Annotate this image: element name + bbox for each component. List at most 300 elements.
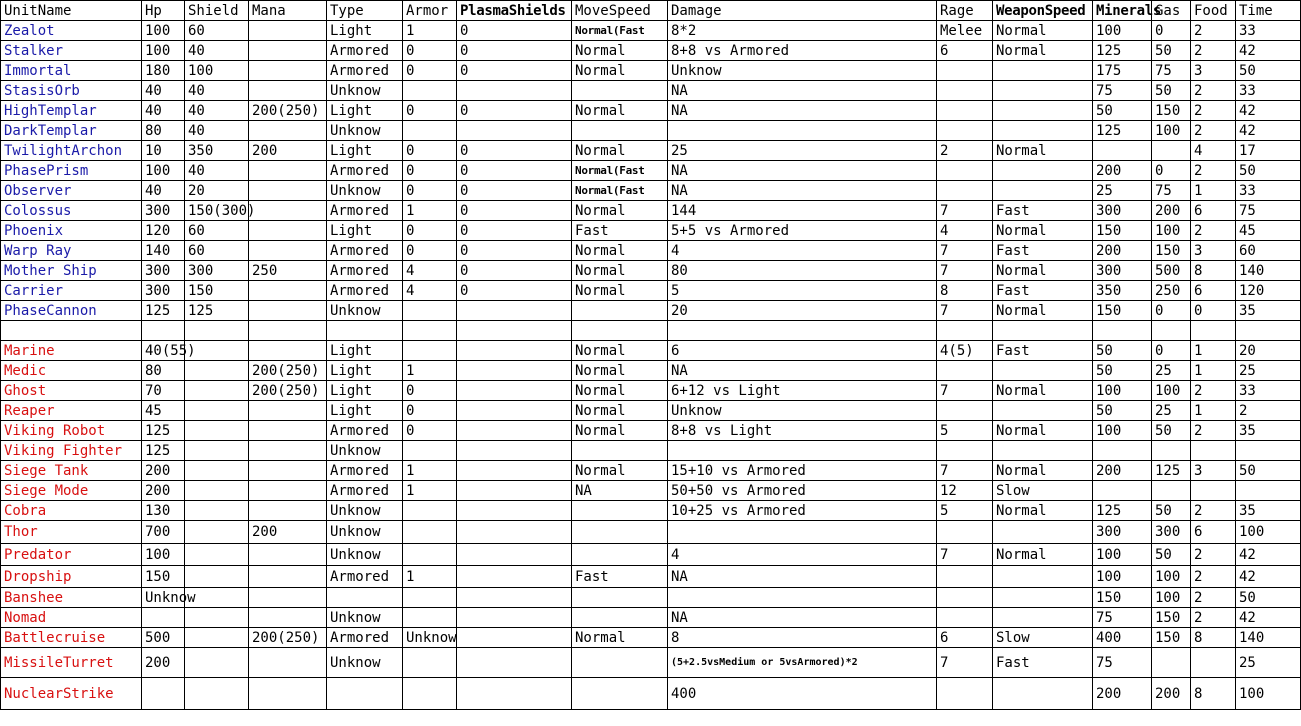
- cell-range[interactable]: 8: [937, 281, 993, 301]
- cell-minerals[interactable]: 150: [1093, 588, 1152, 608]
- cell-mana[interactable]: [249, 441, 327, 461]
- cell-range[interactable]: 12: [937, 481, 993, 501]
- header-cell-range[interactable]: Rage: [937, 1, 993, 21]
- cell-food[interactable]: 8: [1191, 261, 1236, 281]
- cell-weapon-speed[interactable]: Fast: [993, 341, 1093, 361]
- cell-move-speed[interactable]: Normal: [572, 141, 668, 161]
- cell-hp[interactable]: Unknow: [142, 588, 185, 608]
- cell-damage[interactable]: 8: [668, 628, 937, 648]
- cell-armor[interactable]: [403, 648, 457, 678]
- cell-gas[interactable]: 0: [1152, 341, 1191, 361]
- cell-time[interactable]: 42: [1236, 101, 1301, 121]
- cell-gas[interactable]: 50: [1152, 41, 1191, 61]
- cell-food[interactable]: 1: [1191, 181, 1236, 201]
- cell-food[interactable]: [1191, 441, 1236, 461]
- cell-shield[interactable]: 300: [185, 261, 249, 281]
- cell-shield[interactable]: 350: [185, 141, 249, 161]
- cell-hp[interactable]: 100: [142, 41, 185, 61]
- cell-type[interactable]: Unknow: [327, 608, 403, 628]
- cell-weapon-speed[interactable]: [993, 441, 1093, 461]
- cell-mana[interactable]: [249, 281, 327, 301]
- cell-food[interactable]: 2: [1191, 588, 1236, 608]
- cell-weapon-speed[interactable]: Normal: [993, 261, 1093, 281]
- cell-damage[interactable]: 144: [668, 201, 937, 221]
- cell-gas[interactable]: [1152, 481, 1191, 501]
- cell-plasma-shields[interactable]: 0: [457, 181, 572, 201]
- cell-range[interactable]: [937, 588, 993, 608]
- cell-plasma-shields[interactable]: 0: [457, 41, 572, 61]
- cell-move-speed[interactable]: [572, 441, 668, 461]
- cell-gas[interactable]: 50: [1152, 501, 1191, 521]
- cell-gas[interactable]: 250: [1152, 281, 1191, 301]
- cell-weapon-speed[interactable]: [993, 101, 1093, 121]
- cell-mana[interactable]: [249, 341, 327, 361]
- cell-type[interactable]: Unknow: [327, 501, 403, 521]
- cell-food[interactable]: 8: [1191, 628, 1236, 648]
- cell-hp[interactable]: 40: [142, 181, 185, 201]
- cell-unit-name[interactable]: Siege Mode: [1, 481, 142, 501]
- cell-gas[interactable]: [1152, 648, 1191, 678]
- header-cell-minerals[interactable]: Minerals: [1093, 1, 1152, 21]
- cell-unit-name[interactable]: Immortal: [1, 61, 142, 81]
- cell-shield[interactable]: [185, 501, 249, 521]
- cell-plasma-shields[interactable]: [457, 521, 572, 544]
- cell-gas[interactable]: 300: [1152, 521, 1191, 544]
- cell-move-speed[interactable]: Normal(Fast: [572, 21, 668, 41]
- cell-shield[interactable]: 125: [185, 301, 249, 321]
- cell-type[interactable]: Armored: [327, 628, 403, 648]
- cell-type[interactable]: Light: [327, 341, 403, 361]
- cell-type[interactable]: Light: [327, 221, 403, 241]
- cell-food[interactable]: 3: [1191, 61, 1236, 81]
- cell-unit-name[interactable]: PhaseCannon: [1, 301, 142, 321]
- cell-shield[interactable]: [185, 461, 249, 481]
- cell-gas[interactable]: [1152, 441, 1191, 461]
- cell-time[interactable]: 25: [1236, 648, 1301, 678]
- cell-time[interactable]: 35: [1236, 501, 1301, 521]
- cell-time[interactable]: [1236, 441, 1301, 461]
- cell-damage[interactable]: 6: [668, 341, 937, 361]
- cell-plasma-shields[interactable]: [457, 81, 572, 101]
- cell-time[interactable]: 33: [1236, 81, 1301, 101]
- cell-plasma-shields[interactable]: [457, 421, 572, 441]
- cell-minerals[interactable]: 25: [1093, 181, 1152, 201]
- cell-move-speed[interactable]: [572, 648, 668, 678]
- cell-armor[interactable]: [403, 301, 457, 321]
- cell-range[interactable]: [937, 441, 993, 461]
- cell-move-speed[interactable]: Normal: [572, 361, 668, 381]
- cell-minerals[interactable]: 50: [1093, 361, 1152, 381]
- cell-armor[interactable]: 0: [403, 141, 457, 161]
- cell-range[interactable]: [937, 181, 993, 201]
- cell-unit-name[interactable]: TwilightArchon: [1, 141, 142, 161]
- cell-food[interactable]: 6: [1191, 201, 1236, 221]
- cell-shield[interactable]: [185, 401, 249, 421]
- cell-range[interactable]: 7: [937, 301, 993, 321]
- cell-shield[interactable]: 60: [185, 241, 249, 261]
- cell-armor[interactable]: 4: [403, 281, 457, 301]
- cell-minerals[interactable]: 75: [1093, 81, 1152, 101]
- cell-armor[interactable]: [403, 81, 457, 101]
- cell-food[interactable]: 2: [1191, 421, 1236, 441]
- cell-hp[interactable]: 45: [142, 401, 185, 421]
- cell-weapon-speed[interactable]: Normal: [993, 221, 1093, 241]
- cell-hp[interactable]: 100: [142, 161, 185, 181]
- cell-time[interactable]: 140: [1236, 628, 1301, 648]
- cell-weapon-speed[interactable]: Fast: [993, 201, 1093, 221]
- cell-armor[interactable]: 1: [403, 201, 457, 221]
- cell-time[interactable]: 35: [1236, 421, 1301, 441]
- cell-move-speed[interactable]: Normal: [572, 201, 668, 221]
- cell-minerals[interactable]: 75: [1093, 608, 1152, 628]
- cell-time[interactable]: 42: [1236, 544, 1301, 566]
- cell-plasma-shields[interactable]: [457, 678, 572, 710]
- header-cell-unit-name[interactable]: UnitName: [1, 1, 142, 21]
- cell-weapon-speed[interactable]: Slow: [993, 628, 1093, 648]
- cell-mana[interactable]: [249, 301, 327, 321]
- cell-shield[interactable]: 40: [185, 121, 249, 141]
- cell-range[interactable]: 6: [937, 41, 993, 61]
- cell-damage[interactable]: NA: [668, 361, 937, 381]
- cell-plasma-shields[interactable]: [457, 566, 572, 588]
- cell-minerals[interactable]: 100: [1093, 544, 1152, 566]
- cell-gas[interactable]: [1152, 141, 1191, 161]
- cell-move-speed[interactable]: Normal: [572, 61, 668, 81]
- cell-armor[interactable]: 0: [403, 101, 457, 121]
- cell-food[interactable]: 2: [1191, 121, 1236, 141]
- cell-food[interactable]: 2: [1191, 608, 1236, 628]
- cell-mana[interactable]: [249, 121, 327, 141]
- cell-type[interactable]: Armored: [327, 281, 403, 301]
- cell-armor[interactable]: 0: [403, 241, 457, 261]
- cell-mana[interactable]: [249, 421, 327, 441]
- cell-weapon-speed[interactable]: Fast: [993, 648, 1093, 678]
- cell-weapon-speed[interactable]: [993, 121, 1093, 141]
- cell-plasma-shields[interactable]: 0: [457, 101, 572, 121]
- cell-time[interactable]: 60: [1236, 241, 1301, 261]
- cell-minerals[interactable]: 50: [1093, 401, 1152, 421]
- cell-type[interactable]: Unknow: [327, 648, 403, 678]
- cell-gas[interactable]: 0: [1152, 161, 1191, 181]
- cell-move-speed[interactable]: [572, 81, 668, 101]
- cell-food[interactable]: 2: [1191, 81, 1236, 101]
- cell-plasma-shields[interactable]: 0: [457, 21, 572, 41]
- cell-food[interactable]: 0: [1191, 301, 1236, 321]
- cell-range[interactable]: [937, 61, 993, 81]
- cell-unit-name[interactable]: DarkTemplar: [1, 121, 142, 141]
- cell-mana[interactable]: [249, 501, 327, 521]
- cell-unit-name[interactable]: StasisOrb: [1, 81, 142, 101]
- cell-shield[interactable]: 40: [185, 101, 249, 121]
- cell-plasma-shields[interactable]: [457, 361, 572, 381]
- cell-move-speed[interactable]: [572, 121, 668, 141]
- cell-armor[interactable]: [403, 341, 457, 361]
- cell-hp[interactable]: 40: [142, 101, 185, 121]
- cell-minerals[interactable]: 100: [1093, 566, 1152, 588]
- cell-food[interactable]: [1191, 648, 1236, 678]
- cell-range[interactable]: 4(5): [937, 341, 993, 361]
- cell-mana[interactable]: [249, 41, 327, 61]
- cell-unit-name[interactable]: Observer: [1, 181, 142, 201]
- cell-minerals[interactable]: 125: [1093, 41, 1152, 61]
- cell-food[interactable]: 3: [1191, 241, 1236, 261]
- cell-time[interactable]: 50: [1236, 161, 1301, 181]
- header-cell-hp[interactable]: Hp: [142, 1, 185, 21]
- cell-shield[interactable]: [185, 678, 249, 710]
- cell-unit-name[interactable]: Siege Tank: [1, 461, 142, 481]
- cell-minerals[interactable]: [1093, 481, 1152, 501]
- cell-unit-name[interactable]: Warp Ray: [1, 241, 142, 261]
- cell-range[interactable]: 7: [937, 381, 993, 401]
- cell-shield[interactable]: [185, 381, 249, 401]
- cell-minerals[interactable]: 150: [1093, 301, 1152, 321]
- cell-food[interactable]: 8: [1191, 678, 1236, 710]
- cell-armor[interactable]: [403, 588, 457, 608]
- cell-type[interactable]: Unknow: [327, 441, 403, 461]
- cell-type[interactable]: Armored: [327, 241, 403, 261]
- cell-unit-name[interactable]: Dropship: [1, 566, 142, 588]
- cell-unit-name[interactable]: Viking Fighter: [1, 441, 142, 461]
- cell-gas[interactable]: 200: [1152, 678, 1191, 710]
- cell-mana[interactable]: [249, 566, 327, 588]
- cell-damage[interactable]: 6+12 vs Light: [668, 381, 937, 401]
- cell-move-speed[interactable]: Normal: [572, 421, 668, 441]
- cell-weapon-speed[interactable]: Fast: [993, 281, 1093, 301]
- cell-unit-name[interactable]: NuclearStrike: [1, 678, 142, 710]
- cell-gas[interactable]: 100: [1152, 381, 1191, 401]
- cell-plasma-shields[interactable]: 0: [457, 221, 572, 241]
- cell-time[interactable]: 33: [1236, 181, 1301, 201]
- cell-damage[interactable]: [668, 521, 937, 544]
- cell-shield[interactable]: [185, 608, 249, 628]
- cell-range[interactable]: 2: [937, 141, 993, 161]
- cell-minerals[interactable]: 50: [1093, 341, 1152, 361]
- cell-mana[interactable]: [249, 201, 327, 221]
- cell-minerals[interactable]: 300: [1093, 201, 1152, 221]
- cell-time[interactable]: [1236, 481, 1301, 501]
- cell-mana[interactable]: [249, 608, 327, 628]
- header-cell-time[interactable]: Time: [1236, 1, 1301, 21]
- cell-damage[interactable]: 20: [668, 301, 937, 321]
- cell-time[interactable]: 140: [1236, 261, 1301, 281]
- cell-minerals[interactable]: 75: [1093, 648, 1152, 678]
- cell-move-speed[interactable]: Normal(Fast: [572, 181, 668, 201]
- cell-range[interactable]: 5: [937, 501, 993, 521]
- cell-mana[interactable]: [249, 241, 327, 261]
- cell-weapon-speed[interactable]: Normal: [993, 301, 1093, 321]
- cell-gas[interactable]: [1152, 321, 1191, 341]
- cell-unit-name[interactable]: Battlecruise: [1, 628, 142, 648]
- cell-unit-name[interactable]: Mother Ship: [1, 261, 142, 281]
- cell-range[interactable]: [937, 161, 993, 181]
- cell-shield[interactable]: 20: [185, 181, 249, 201]
- cell-shield[interactable]: [185, 321, 249, 341]
- cell-range[interactable]: 4: [937, 221, 993, 241]
- cell-damage[interactable]: NA: [668, 161, 937, 181]
- cell-damage[interactable]: 10+25 vs Armored: [668, 501, 937, 521]
- cell-hp[interactable]: [142, 678, 185, 710]
- cell-damage[interactable]: 80: [668, 261, 937, 281]
- cell-type[interactable]: Armored: [327, 566, 403, 588]
- cell-type[interactable]: Light: [327, 401, 403, 421]
- cell-weapon-speed[interactable]: [993, 81, 1093, 101]
- cell-mana[interactable]: [249, 588, 327, 608]
- cell-time[interactable]: 25: [1236, 361, 1301, 381]
- cell-plasma-shields[interactable]: [457, 381, 572, 401]
- cell-armor[interactable]: Unknow: [403, 628, 457, 648]
- cell-plasma-shields[interactable]: [457, 628, 572, 648]
- cell-unit-name[interactable]: [1, 321, 142, 341]
- cell-damage[interactable]: 5: [668, 281, 937, 301]
- cell-type[interactable]: Light: [327, 381, 403, 401]
- header-cell-armor[interactable]: Armor: [403, 1, 457, 21]
- cell-type[interactable]: Armored: [327, 201, 403, 221]
- cell-minerals[interactable]: 150: [1093, 221, 1152, 241]
- header-cell-mana[interactable]: Mana: [249, 1, 327, 21]
- cell-move-speed[interactable]: [572, 544, 668, 566]
- cell-weapon-speed[interactable]: [993, 321, 1093, 341]
- cell-plasma-shields[interactable]: 0: [457, 161, 572, 181]
- cell-shield[interactable]: [185, 628, 249, 648]
- cell-type[interactable]: Unknow: [327, 181, 403, 201]
- cell-unit-name[interactable]: Banshee: [1, 588, 142, 608]
- cell-food[interactable]: [1191, 321, 1236, 341]
- header-cell-plasma-shields[interactable]: PlasmaShields: [457, 1, 572, 21]
- cell-move-speed[interactable]: Normal: [572, 341, 668, 361]
- cell-armor[interactable]: 1: [403, 481, 457, 501]
- cell-armor[interactable]: [403, 521, 457, 544]
- header-cell-damage[interactable]: Damage: [668, 1, 937, 21]
- cell-shield[interactable]: 150: [185, 281, 249, 301]
- cell-hp[interactable]: [142, 321, 185, 341]
- cell-damage[interactable]: NA: [668, 608, 937, 628]
- cell-minerals[interactable]: 175: [1093, 61, 1152, 81]
- cell-hp[interactable]: 125: [142, 301, 185, 321]
- cell-plasma-shields[interactable]: 0: [457, 241, 572, 261]
- cell-hp[interactable]: 200: [142, 461, 185, 481]
- cell-minerals[interactable]: 300: [1093, 521, 1152, 544]
- cell-armor[interactable]: [403, 321, 457, 341]
- cell-time[interactable]: [1236, 321, 1301, 341]
- cell-damage[interactable]: 25: [668, 141, 937, 161]
- cell-gas[interactable]: 150: [1152, 241, 1191, 261]
- cell-minerals[interactable]: 100: [1093, 421, 1152, 441]
- cell-gas[interactable]: 100: [1152, 221, 1191, 241]
- cell-plasma-shields[interactable]: [457, 461, 572, 481]
- cell-mana[interactable]: [249, 678, 327, 710]
- cell-weapon-speed[interactable]: [993, 61, 1093, 81]
- cell-weapon-speed[interactable]: Normal: [993, 544, 1093, 566]
- cell-armor[interactable]: 0: [403, 421, 457, 441]
- cell-hp[interactable]: 80: [142, 121, 185, 141]
- cell-damage[interactable]: 8+8 vs Armored: [668, 41, 937, 61]
- cell-move-speed[interactable]: Normal: [572, 628, 668, 648]
- cell-food[interactable]: 6: [1191, 521, 1236, 544]
- cell-unit-name[interactable]: Stalker: [1, 41, 142, 61]
- cell-mana[interactable]: [249, 481, 327, 501]
- cell-damage[interactable]: 400: [668, 678, 937, 710]
- cell-unit-name[interactable]: Marine: [1, 341, 142, 361]
- cell-range[interactable]: 6: [937, 628, 993, 648]
- cell-gas[interactable]: 100: [1152, 121, 1191, 141]
- cell-hp[interactable]: 120: [142, 221, 185, 241]
- cell-hp[interactable]: 300: [142, 261, 185, 281]
- cell-hp[interactable]: 40: [142, 81, 185, 101]
- cell-type[interactable]: Armored: [327, 261, 403, 281]
- cell-shield[interactable]: 150(300): [185, 201, 249, 221]
- header-cell-weapon-speed[interactable]: WeaponSpeed: [993, 1, 1093, 21]
- cell-type[interactable]: Unknow: [327, 81, 403, 101]
- cell-damage[interactable]: Unknow: [668, 401, 937, 421]
- cell-type[interactable]: Armored: [327, 41, 403, 61]
- cell-weapon-speed[interactable]: Fast: [993, 241, 1093, 261]
- cell-mana[interactable]: [249, 461, 327, 481]
- cell-time[interactable]: 45: [1236, 221, 1301, 241]
- cell-move-speed[interactable]: Normal: [572, 461, 668, 481]
- cell-damage[interactable]: 4: [668, 241, 937, 261]
- cell-time[interactable]: 50: [1236, 461, 1301, 481]
- cell-weapon-speed[interactable]: Slow: [993, 481, 1093, 501]
- cell-damage[interactable]: NA: [668, 566, 937, 588]
- cell-weapon-speed[interactable]: [993, 401, 1093, 421]
- cell-shield[interactable]: 100: [185, 61, 249, 81]
- cell-range[interactable]: [937, 608, 993, 628]
- cell-range[interactable]: [937, 566, 993, 588]
- cell-hp[interactable]: 40(55): [142, 341, 185, 361]
- cell-range[interactable]: 7: [937, 241, 993, 261]
- cell-unit-name[interactable]: Cobra: [1, 501, 142, 521]
- cell-gas[interactable]: 50: [1152, 81, 1191, 101]
- cell-unit-name[interactable]: Colossus: [1, 201, 142, 221]
- cell-armor[interactable]: 0: [403, 381, 457, 401]
- cell-gas[interactable]: 50: [1152, 421, 1191, 441]
- cell-time[interactable]: 75: [1236, 201, 1301, 221]
- cell-unit-name[interactable]: Thor: [1, 521, 142, 544]
- cell-damage[interactable]: Unknow: [668, 61, 937, 81]
- cell-type[interactable]: Armored: [327, 461, 403, 481]
- cell-damage[interactable]: 8*2: [668, 21, 937, 41]
- cell-shield[interactable]: 40: [185, 161, 249, 181]
- cell-plasma-shields[interactable]: 0: [457, 61, 572, 81]
- cell-damage[interactable]: [668, 441, 937, 461]
- cell-food[interactable]: 6: [1191, 281, 1236, 301]
- cell-unit-name[interactable]: PhasePrism: [1, 161, 142, 181]
- cell-move-speed[interactable]: Normal: [572, 281, 668, 301]
- cell-time[interactable]: 2: [1236, 401, 1301, 421]
- cell-weapon-speed[interactable]: [993, 608, 1093, 628]
- cell-mana[interactable]: 200(250): [249, 628, 327, 648]
- cell-minerals[interactable]: 400: [1093, 628, 1152, 648]
- cell-plasma-shields[interactable]: 0: [457, 141, 572, 161]
- cell-hp[interactable]: 130: [142, 501, 185, 521]
- cell-minerals[interactable]: 200: [1093, 161, 1152, 181]
- cell-type[interactable]: [327, 588, 403, 608]
- cell-plasma-shields[interactable]: 0: [457, 201, 572, 221]
- cell-mana[interactable]: [249, 81, 327, 101]
- cell-time[interactable]: 100: [1236, 521, 1301, 544]
- cell-time[interactable]: 17: [1236, 141, 1301, 161]
- cell-move-speed[interactable]: Normal: [572, 401, 668, 421]
- cell-shield[interactable]: [185, 544, 249, 566]
- cell-range[interactable]: [937, 121, 993, 141]
- cell-food[interactable]: 2: [1191, 501, 1236, 521]
- cell-unit-name[interactable]: MissileTurret: [1, 648, 142, 678]
- cell-range[interactable]: 5: [937, 421, 993, 441]
- cell-range[interactable]: [937, 401, 993, 421]
- cell-range[interactable]: 7: [937, 201, 993, 221]
- cell-food[interactable]: 2: [1191, 101, 1236, 121]
- cell-damage[interactable]: [668, 321, 937, 341]
